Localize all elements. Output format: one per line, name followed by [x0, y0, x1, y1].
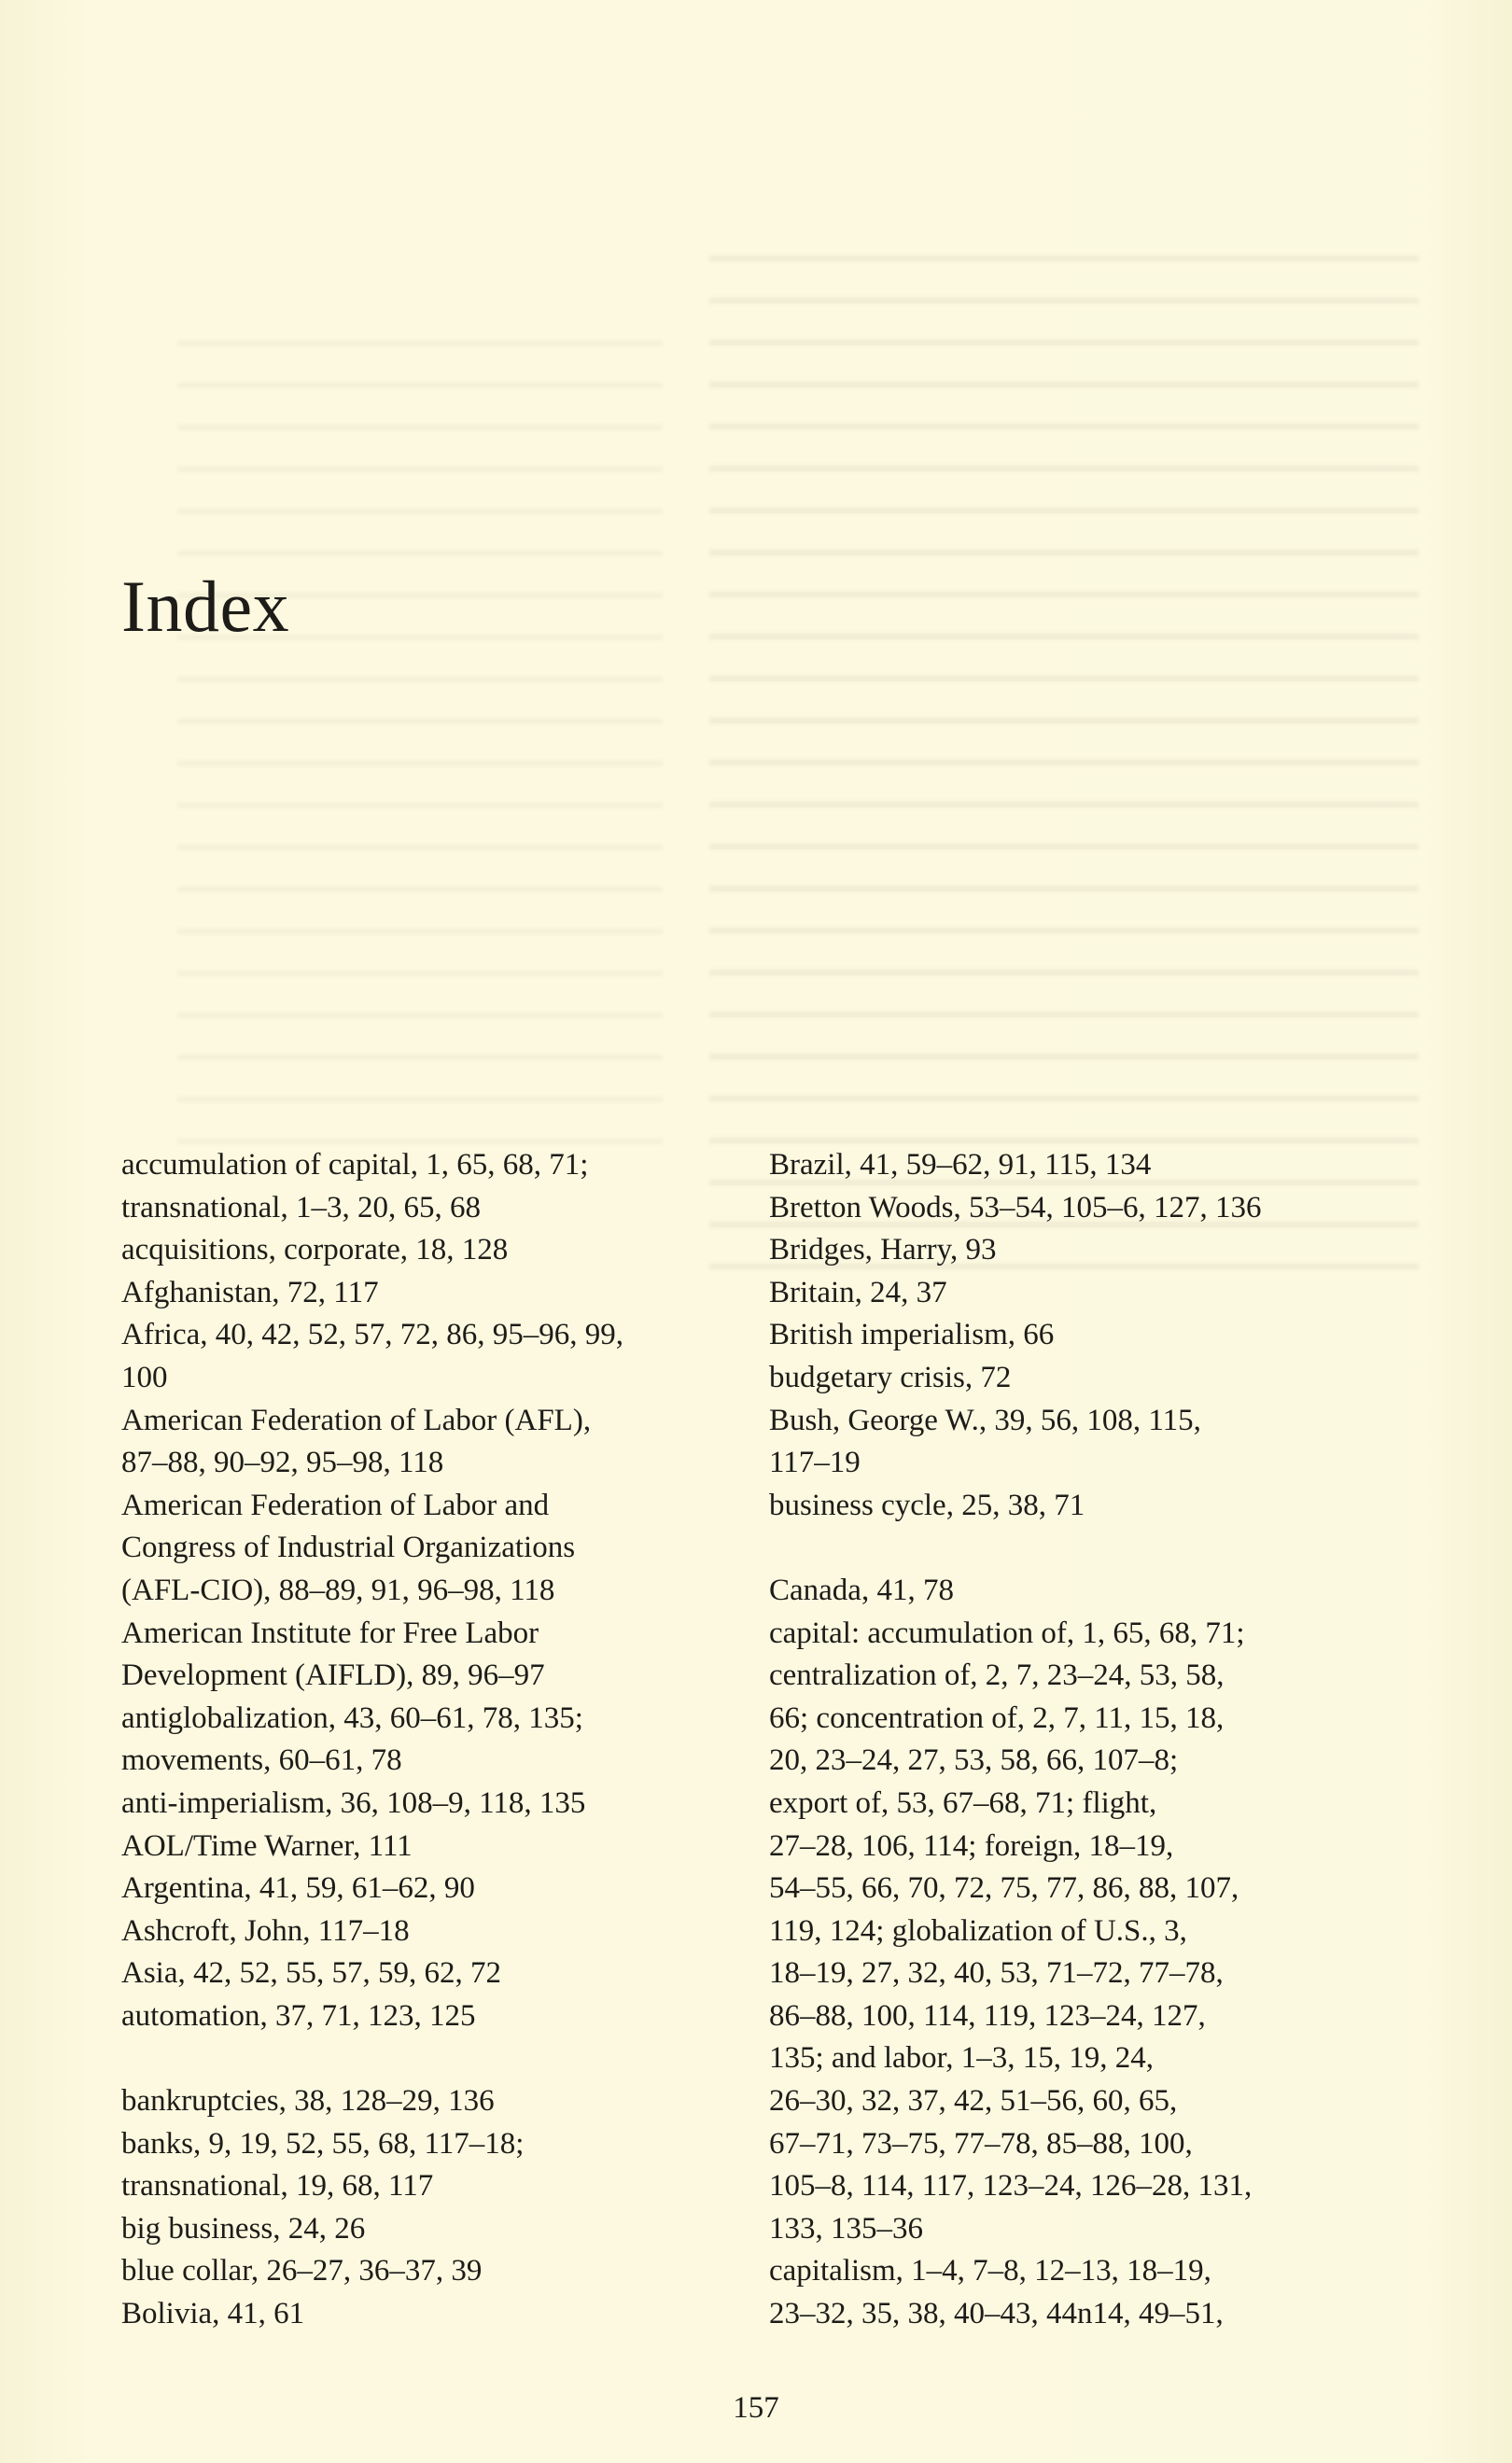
index-entry-heading: blue collar, 26–27, 36–37, 39 [121, 2254, 483, 2288]
index-entry [121, 1995, 719, 2038]
index-entry-heading: Bridges, Harry, 93 [769, 1233, 997, 1267]
index-entry-heading: banks, 9, 19, 52, 55, 68, 117–18; [121, 2126, 525, 2161]
index-entry-heading: automation, 37, 71, 123, 125 [121, 1998, 476, 2033]
index-entry [769, 1400, 1376, 1485]
index-entry-heading: American Federation of Labor and [121, 1488, 550, 1522]
index-entry [769, 1144, 1376, 1187]
index-entry-heading: Ashcroft, John, 117–18 [121, 1913, 410, 1948]
index-entry-continuation: transnational, 1–3, 20, 65, 68 [121, 1190, 481, 1225]
index-entry-continuation: 105–8, 114, 117, 123–24, 126–28, 131, [769, 2169, 1253, 2204]
index-entry-heading: Afghanistan, 72, 117 [121, 1275, 379, 1309]
index-entry [769, 1314, 1376, 1357]
index-entry-continuation: Development (AIFLD), 89, 96–97 [121, 1658, 545, 1693]
index-entry [121, 2208, 719, 2251]
index-entry-continuation: 135; and labor, 1–3, 15, 19, 24, [769, 2041, 1155, 2076]
index-entry-heading: business cycle, 25, 38, 71 [769, 1488, 1085, 1522]
index-entry-continuation: export of, 53, 67–68, 71; flight, [769, 1785, 1157, 1820]
index-entry-heading: antiglobalization, 43, 60–61, 78, 135; [121, 1700, 583, 1735]
page-number: 157 [733, 2391, 779, 2425]
index-entry-heading: accumulation of capital, 1, 65, 68, 71; [121, 1148, 589, 1182]
index-entry-heading: Africa, 40, 42, 52, 57, 72, 86, 95–96, 99, [121, 1318, 624, 1352]
index-entry-continuation: 100 [121, 1360, 168, 1394]
index-entry [769, 1187, 1376, 1230]
index-entry-continuation: 18–19, 27, 32, 40, 53, 71–72, 77–78, [769, 1956, 1224, 1991]
index-entry-heading: AOL/Time Warner, 111 [121, 1828, 413, 1863]
index-entry-continuation: 87–88, 90–92, 95–98, 118 [121, 1446, 444, 1480]
index-column-right [769, 1144, 1376, 2336]
index-entry-heading: American Institute for Free Labor [121, 1616, 539, 1650]
index-entry [121, 1952, 719, 1995]
index-entry-continuation: 117–19 [769, 1446, 861, 1480]
index-entry-continuation: Congress of Industrial Organizations [121, 1531, 576, 1565]
index-entry-continuation: 66; concentration of, 2, 7, 11, 15, 18, [769, 1700, 1225, 1735]
index-entry [121, 1314, 719, 1399]
index-entry-continuation: 26–30, 32, 37, 42, 51–56, 60, 65, [769, 2084, 1178, 2119]
index-entry [121, 1144, 719, 1229]
index-entry-continuation: transnational, 19, 68, 117 [121, 2169, 434, 2204]
index-entry-heading: big business, 24, 26 [121, 2211, 366, 2246]
index-entry [769, 1485, 1376, 1528]
index-entry-continuation: 86–88, 100, 114, 119, 123–24, 127, [769, 1998, 1206, 2033]
index-entry-continuation: movements, 60–61, 78 [121, 1743, 402, 1778]
index-entry-heading: Bush, George W., 39, 56, 108, 115, [769, 1403, 1201, 1437]
index-entry-heading: budgetary crisis, 72 [769, 1360, 1012, 1394]
index-entry-heading: capital: accumulation of, 1, 65, 68, 71; [769, 1616, 1245, 1650]
index-entry [121, 2250, 719, 2293]
index-entry [121, 1826, 719, 1868]
index-entry-heading: Asia, 42, 52, 55, 57, 59, 62, 72 [121, 1956, 501, 1991]
index-entry-heading: capitalism, 1–4, 7–8, 12–13, 18–19, [769, 2254, 1211, 2288]
index-entry [121, 1910, 719, 1953]
index-entry-heading: Bolivia, 41, 61 [121, 2297, 305, 2331]
index-entry-continuation: 23–32, 35, 38, 40–43, 44n14, 49–51, [769, 2297, 1224, 2331]
page-title: Index [121, 566, 290, 647]
index-entry-heading: bankruptcies, 38, 128–29, 136 [121, 2084, 495, 2119]
index-entry-heading: Bretton Woods, 53–54, 105–6, 127, 136 [769, 1190, 1262, 1225]
index-entry [121, 1272, 719, 1315]
index-entry-continuation: 119, 124; globalization of U.S., 3, [769, 1913, 1187, 1948]
index-entry [769, 1272, 1376, 1315]
index-entry [121, 2080, 719, 2123]
index-entry-continuation: centralization of, 2, 7, 23–24, 53, 58, [769, 1658, 1225, 1693]
index-entry [121, 1400, 719, 1485]
index-entry [769, 2250, 1376, 2335]
index-entry [121, 1613, 719, 1698]
index-entry [121, 1698, 719, 1783]
index-entry [121, 1485, 719, 1613]
index-entry-continuation: (AFL-CIO), 88–89, 91, 96–98, 118 [121, 1573, 555, 1607]
index-entry [769, 1613, 1376, 2251]
index-entry-heading: Argentina, 41, 59, 61–62, 90 [121, 1871, 475, 1906]
index-entry [769, 1229, 1376, 1272]
bleed-through-text [709, 233, 1419, 1279]
index-entry-continuation: 20, 23–24, 27, 53, 58, 66, 107–8; [769, 1743, 1179, 1778]
index-entry-continuation: 54–55, 66, 70, 72, 75, 77, 86, 88, 107, [769, 1871, 1239, 1906]
index-entry-heading: acquisitions, corporate, 18, 128 [121, 1233, 509, 1267]
index-entry [121, 2123, 719, 2208]
index-entry-continuation: 67–71, 73–75, 77–78, 85–88, 100, [769, 2126, 1193, 2161]
index-entry-heading: Canada, 41, 78 [769, 1573, 954, 1607]
index-entry-heading: American Federation of Labor (AFL), [121, 1403, 592, 1437]
index-entry-heading: British imperialism, 66 [769, 1318, 1055, 1352]
index-entry-heading: anti-imperialism, 36, 108–9, 118, 135 [121, 1785, 586, 1820]
index-entry [769, 1357, 1376, 1400]
index-entry [121, 2293, 719, 2336]
index-entry-heading: Britain, 24, 37 [769, 1275, 947, 1309]
index-entry [121, 1783, 719, 1826]
bleed-through-text [177, 317, 663, 1157]
index-entry-continuation: 133, 135–36 [769, 2211, 923, 2246]
index-entry [121, 1868, 719, 1910]
index-entry-continuation: 27–28, 106, 114; foreign, 18–19, [769, 1828, 1174, 1863]
index-entry [769, 1570, 1376, 1613]
index-entry [121, 1229, 719, 1272]
index-column-left [121, 1144, 719, 2336]
index-entry-heading: Brazil, 41, 59–62, 91, 115, 134 [769, 1148, 1152, 1182]
